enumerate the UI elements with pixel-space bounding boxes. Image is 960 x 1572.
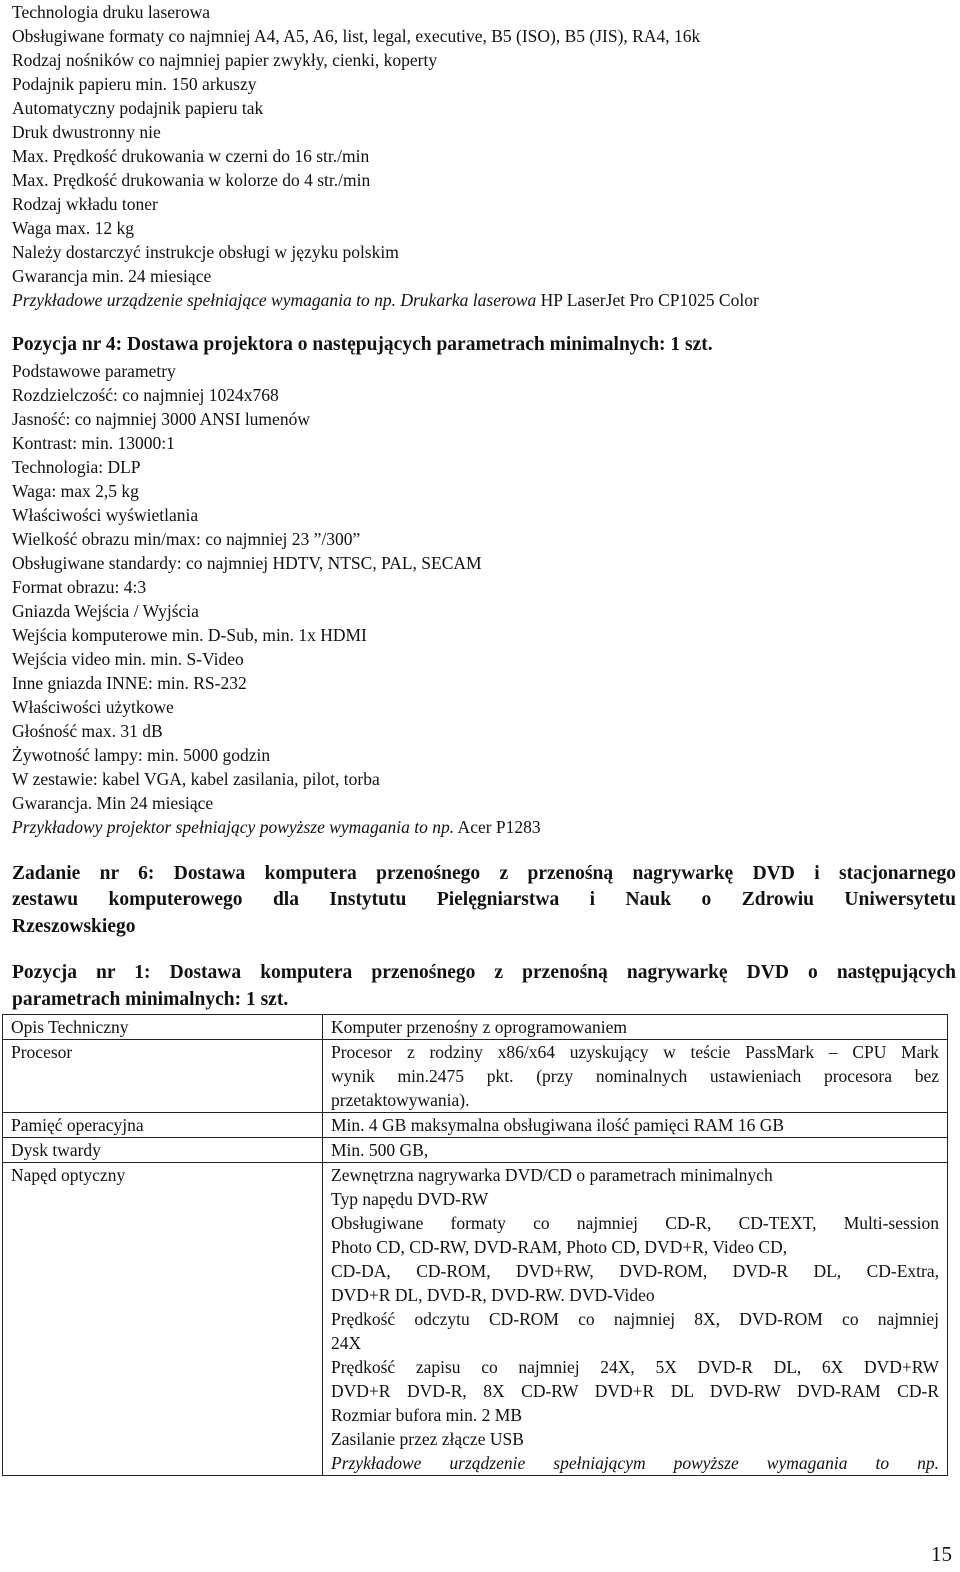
table-row bbox=[3, 1138, 948, 1163]
spec-table bbox=[2, 1014, 948, 1476]
position-title-line: parametrach minimalnych: 1 szt. bbox=[12, 988, 289, 1010]
spec-line: Obsługiwane standardy: co najmniej HDTV, NTSC, PAL, SECAM bbox=[12, 552, 482, 573]
printer-example bbox=[12, 288, 956, 312]
spec-line: Inne gniazda INNE: min. RS-232 bbox=[12, 672, 247, 693]
spec-line: Właściwości wyświetlania bbox=[12, 504, 199, 525]
value-line: Obsługiwane formaty co najmniej CD-R, CD-TEXT, Multi-session bbox=[331, 1213, 939, 1233]
table-row bbox=[3, 1040, 948, 1113]
table-cell-value bbox=[323, 1040, 948, 1113]
spec-line: Rodzaj nośników co najmniej papier zwykły, cienki, koperty bbox=[12, 50, 438, 70]
spec-line: Kontrast: min. 13000:1 bbox=[12, 432, 175, 453]
spec-line: Należy dostarczyć instrukcje obsługi w języku polskim bbox=[12, 242, 399, 262]
spec-line: Format obrazu: 4:3 bbox=[12, 576, 147, 597]
projector-specs bbox=[12, 359, 956, 839]
value-line: Rozmiar bufora min. 2 MB bbox=[331, 1405, 523, 1425]
position-title-line: Pozycja nr 1: Dostawa komputera przenośnego z przenośną nagrywarkę DVD o następujących bbox=[12, 962, 956, 983]
table-row bbox=[3, 1163, 948, 1476]
task-title-line: Rzeszowskiego bbox=[12, 915, 136, 937]
page-number: 15 bbox=[931, 1542, 952, 1566]
projector-heading: Pozycja nr 4: Dostawa projektora o następujących parametrach minimalnych: 1 szt. bbox=[12, 334, 713, 355]
value-line: Zewnętrzna nagrywarka DVD/CD o parametrach minimalnych bbox=[331, 1165, 773, 1185]
table-cell-value bbox=[323, 1163, 948, 1476]
projector-example-model: Acer P1283 bbox=[454, 816, 541, 837]
spec-line: Wejścia video min. min. S-Video bbox=[12, 648, 244, 669]
spacer bbox=[12, 312, 956, 332]
document-page bbox=[12, 0, 956, 1476]
spec-line: Gwarancja min. 24 miesiące bbox=[12, 266, 212, 286]
printer-example-prefix: Przykładowe urządzenie spełniające wymagania to np. Drukarka laserowa bbox=[12, 290, 537, 310]
projector-example-prefix: Przykładowy projektor spełniający powyższe wymagania to np. bbox=[12, 816, 455, 837]
task-title-line: zestawu komputerowego dla Instytutu Pielęgniarstwa i Nauk o Zdrowiu Uniwersytetu bbox=[12, 889, 956, 910]
table-cell-label: Pamięć operacyjna bbox=[3, 1113, 323, 1138]
spec-line: Podajnik papieru min. 150 arkuszy bbox=[12, 74, 257, 94]
table-row bbox=[3, 1113, 948, 1138]
value-line: Przykładowe urządzenie spełniającym powyższe wymagania to np. bbox=[331, 1453, 939, 1473]
spec-line: Podstawowe parametry bbox=[12, 360, 176, 381]
value-line: DVD+R DVD-R, 8X CD-RW DVD+R DL DVD-RW DVD-RAM CD-R bbox=[331, 1381, 939, 1401]
printer-specs bbox=[12, 0, 956, 312]
spec-line: Automatyczny podajnik papieru tak bbox=[12, 98, 264, 118]
spec-line: Gwarancja. Min 24 miesiące bbox=[12, 792, 214, 813]
table-cell-label: Napęd optyczny bbox=[3, 1163, 323, 1476]
spec-line: Wielkość obrazu min/max: co najmniej 23 ”/300” bbox=[12, 528, 361, 549]
spec-line: W zestawie: kabel VGA, kabel zasilania, pilot, torba bbox=[12, 768, 380, 789]
value-line: Photo CD, CD-RW, DVD-RAM, Photo CD, DVD+R, Video CD, bbox=[331, 1237, 788, 1257]
value-line: Prędkość zapisu co najmniej 24X, 5X DVD-R DL, 6X DVD+RW bbox=[331, 1357, 939, 1377]
value-line: Prędkość odczytu CD-ROM co najmniej 8X, DVD-ROM co najmniej bbox=[331, 1309, 939, 1329]
value-line: Procesor z rodziny x86/x64 uzyskujący w teście PassMark – CPU Mark bbox=[331, 1042, 939, 1062]
task-title-line: Zadanie nr 6: Dostawa komputera przenośnego z przenośną nagrywarkę DVD i stacjonarnego bbox=[12, 862, 956, 884]
spec-line: Technologia druku laserowa bbox=[12, 2, 211, 22]
spec-line: Obsługiwane formaty co najmniej A4, A5, A6, list, legal, executive, B5 (ISO), B5 (JIS), RA4, 16k bbox=[12, 26, 701, 46]
table-cell-label: Dysk twardy bbox=[3, 1138, 323, 1163]
table-cell-label: Procesor bbox=[3, 1040, 323, 1113]
value-line: wynik min.2475 pkt. (przy nominalnych ustawieniach procesora bez bbox=[331, 1066, 939, 1086]
value-line: Min. 500 GB, bbox=[331, 1140, 429, 1160]
value-line: DVD+R DL, DVD-R, DVD-RW. DVD-Video bbox=[331, 1285, 655, 1305]
value-line: 24X bbox=[331, 1333, 362, 1353]
position-title bbox=[12, 960, 956, 1013]
table-cell-value bbox=[323, 1113, 948, 1138]
spec-line: Głośność max. 31 dB bbox=[12, 720, 163, 741]
spec-line: Max. Prędkość drukowania w czerni do 16 str./min bbox=[12, 146, 370, 166]
table-row bbox=[3, 1015, 948, 1040]
table-cell-label: Opis Techniczny bbox=[3, 1015, 323, 1040]
value-line: Zasilanie przez złącze USB bbox=[331, 1429, 524, 1449]
spec-line: Max. Prędkość drukowania w kolorze do 4 str./min bbox=[12, 170, 371, 190]
projector-example bbox=[12, 815, 956, 839]
spec-line: Druk dwustronny nie bbox=[12, 122, 161, 142]
table-cell-value bbox=[323, 1015, 948, 1040]
table-cell-value bbox=[323, 1138, 948, 1163]
task-title bbox=[12, 861, 956, 941]
value-line: przetaktowywania). bbox=[331, 1090, 470, 1110]
value-line: CD-DA, CD-ROM, DVD+RW, DVD-ROM, DVD-R DL, CD-Extra, bbox=[331, 1261, 939, 1281]
spec-line: Gniazda Wejścia / Wyjścia bbox=[12, 600, 199, 621]
value-line: Min. 4 GB maksymalna obsługiwana ilość pamięci RAM 16 GB bbox=[331, 1115, 785, 1135]
spec-line: Waga max. 12 kg bbox=[12, 218, 135, 238]
value-line: Komputer przenośny z oprogramowaniem bbox=[331, 1017, 627, 1037]
spec-line: Waga: max 2,5 kg bbox=[12, 480, 139, 501]
spec-line: Jasność: co najmniej 3000 ANSI lumenów bbox=[12, 408, 310, 429]
value-line: Typ napędu DVD-RW bbox=[331, 1189, 489, 1209]
spec-line: Rozdzielczość: co najmniej 1024x768 bbox=[12, 384, 279, 405]
spec-line: Żywotność lampy: min. 5000 godzin bbox=[12, 744, 271, 765]
spec-line: Wejścia komputerowe min. D-Sub, min. 1x HDMI bbox=[12, 624, 367, 645]
printer-example-model: HP LaserJet Pro CP1025 Color bbox=[536, 290, 759, 310]
spec-line: Rodzaj wkładu toner bbox=[12, 194, 158, 214]
spec-line: Właściwości użytkowe bbox=[12, 696, 174, 717]
spec-line: Technologia: DLP bbox=[12, 456, 141, 477]
